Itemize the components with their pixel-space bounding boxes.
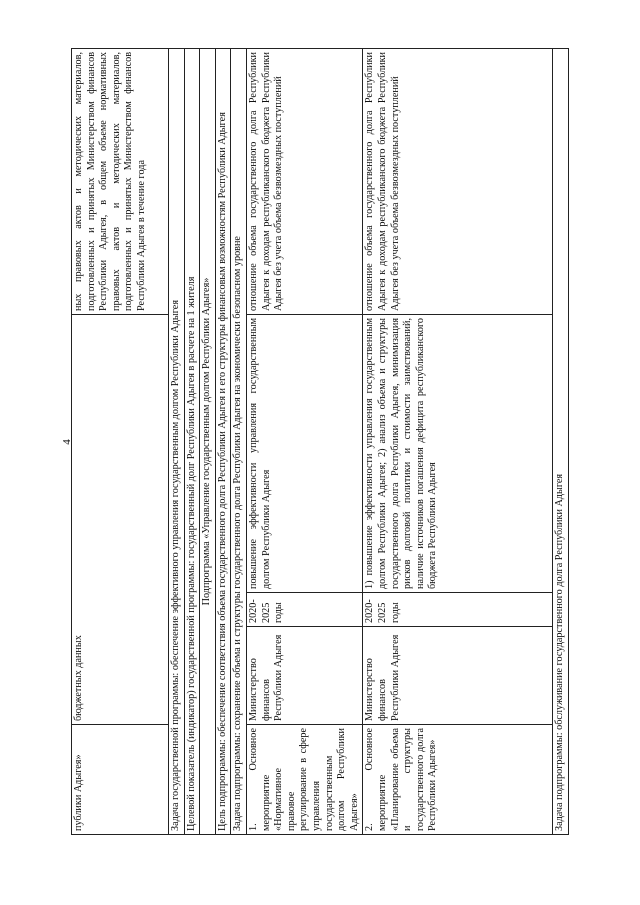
page-number: 4 — [61, 439, 73, 445]
subprogram-title: Подпрограмма «Управление государственным долгом Республики Адыгея» — [200, 48, 216, 834]
expected-result-cell: 1) повышение эффективности управления государственным долгом Республики Адыгея; 2) анализ объема и структуры государственного долга Республики Адыгея, минимизация рисков долговой политики и стоимости заимствований, наличие источников погашения дефицита республиканского бюджета Республики Адыгея — [363, 314, 553, 592]
table-row-full — [553, 48, 569, 834]
subprogram-task-row: Задача подпрограммы: обслуживание государственного долга Республики Адыгея — [553, 48, 569, 834]
rotated-page-content — [71, 49, 599, 835]
subprogram-goal-row: Цель подпрограммы: обеспечение соответствия объема государственного долга Республики Адыгея и его структуры финансовым возможностям Республики Адыгея — [215, 48, 231, 834]
subprogram-task-row: Задача подпрограммы: сохранение объема и структуры государственного долга Республики Адыгея на экономически безопасном уровне — [231, 48, 247, 834]
program-task-row: Задача государственной программы: обеспечение эффективного управления государственным долгом Республики Адыгея — [169, 48, 185, 834]
activity-name-cell: 2. Основное мероприятие «Планирование объема и структуры государственного долга Республики Адыгея» — [363, 725, 553, 835]
indicator-cell: отношение объема государственного долга Республики Адыгея к доходам республиканского бюджета Республики Адыгея без учета объема безвозмездных поступлений — [246, 48, 362, 314]
executor-cell: Министерство финансов Республики Адыгея — [363, 627, 553, 725]
indicator-cell: отношение объема государственного долга Республики Адыгея к доходам республиканского бюджета Республики Адыгея без учета объема безвозмездных поступлений — [363, 48, 553, 314]
table-row-full — [215, 48, 231, 834]
table-row-activity-1 — [246, 48, 362, 834]
indicator-cell: ных правовых актов и методических материалов, подготовленных и принятых Министерством финансов Республики Адыгея, в общем объеме нормативных правовых актов и методических материалов, подготовленных и принятых Министерством финансов Республики Адыгея в течение года — [72, 48, 169, 314]
executor-cell: Министерство финансов Республики Адыгея — [246, 627, 362, 725]
target-indicator-row: Целевой показатель (индикатор) государственной программы: государственный долг Республики Адыгея в расчете на 1 жителя — [184, 48, 200, 834]
table-row-full — [200, 48, 216, 834]
period-cell: 2020-2025 годы — [363, 593, 553, 627]
table-row-activity-2 — [363, 48, 553, 834]
table-row-continuation — [72, 48, 169, 834]
period-cell: 2020-2025 годы — [246, 593, 362, 627]
expected-result-cell: повышение эффективности управления государственным долгом Республики Адыгея — [246, 314, 362, 592]
result-cell: бюджетных данных — [72, 314, 169, 724]
table-row-full — [231, 48, 247, 834]
activity-name-cell: 1. Основное мероприятие «Нормативное правовое регулирование в сфере управления государственным долгом Республики Адыгея» — [246, 725, 362, 835]
table-row-full — [184, 48, 200, 834]
program-table — [71, 48, 569, 835]
table-row-full — [169, 48, 185, 834]
activity-cell: публики Адыгея» — [72, 725, 169, 835]
